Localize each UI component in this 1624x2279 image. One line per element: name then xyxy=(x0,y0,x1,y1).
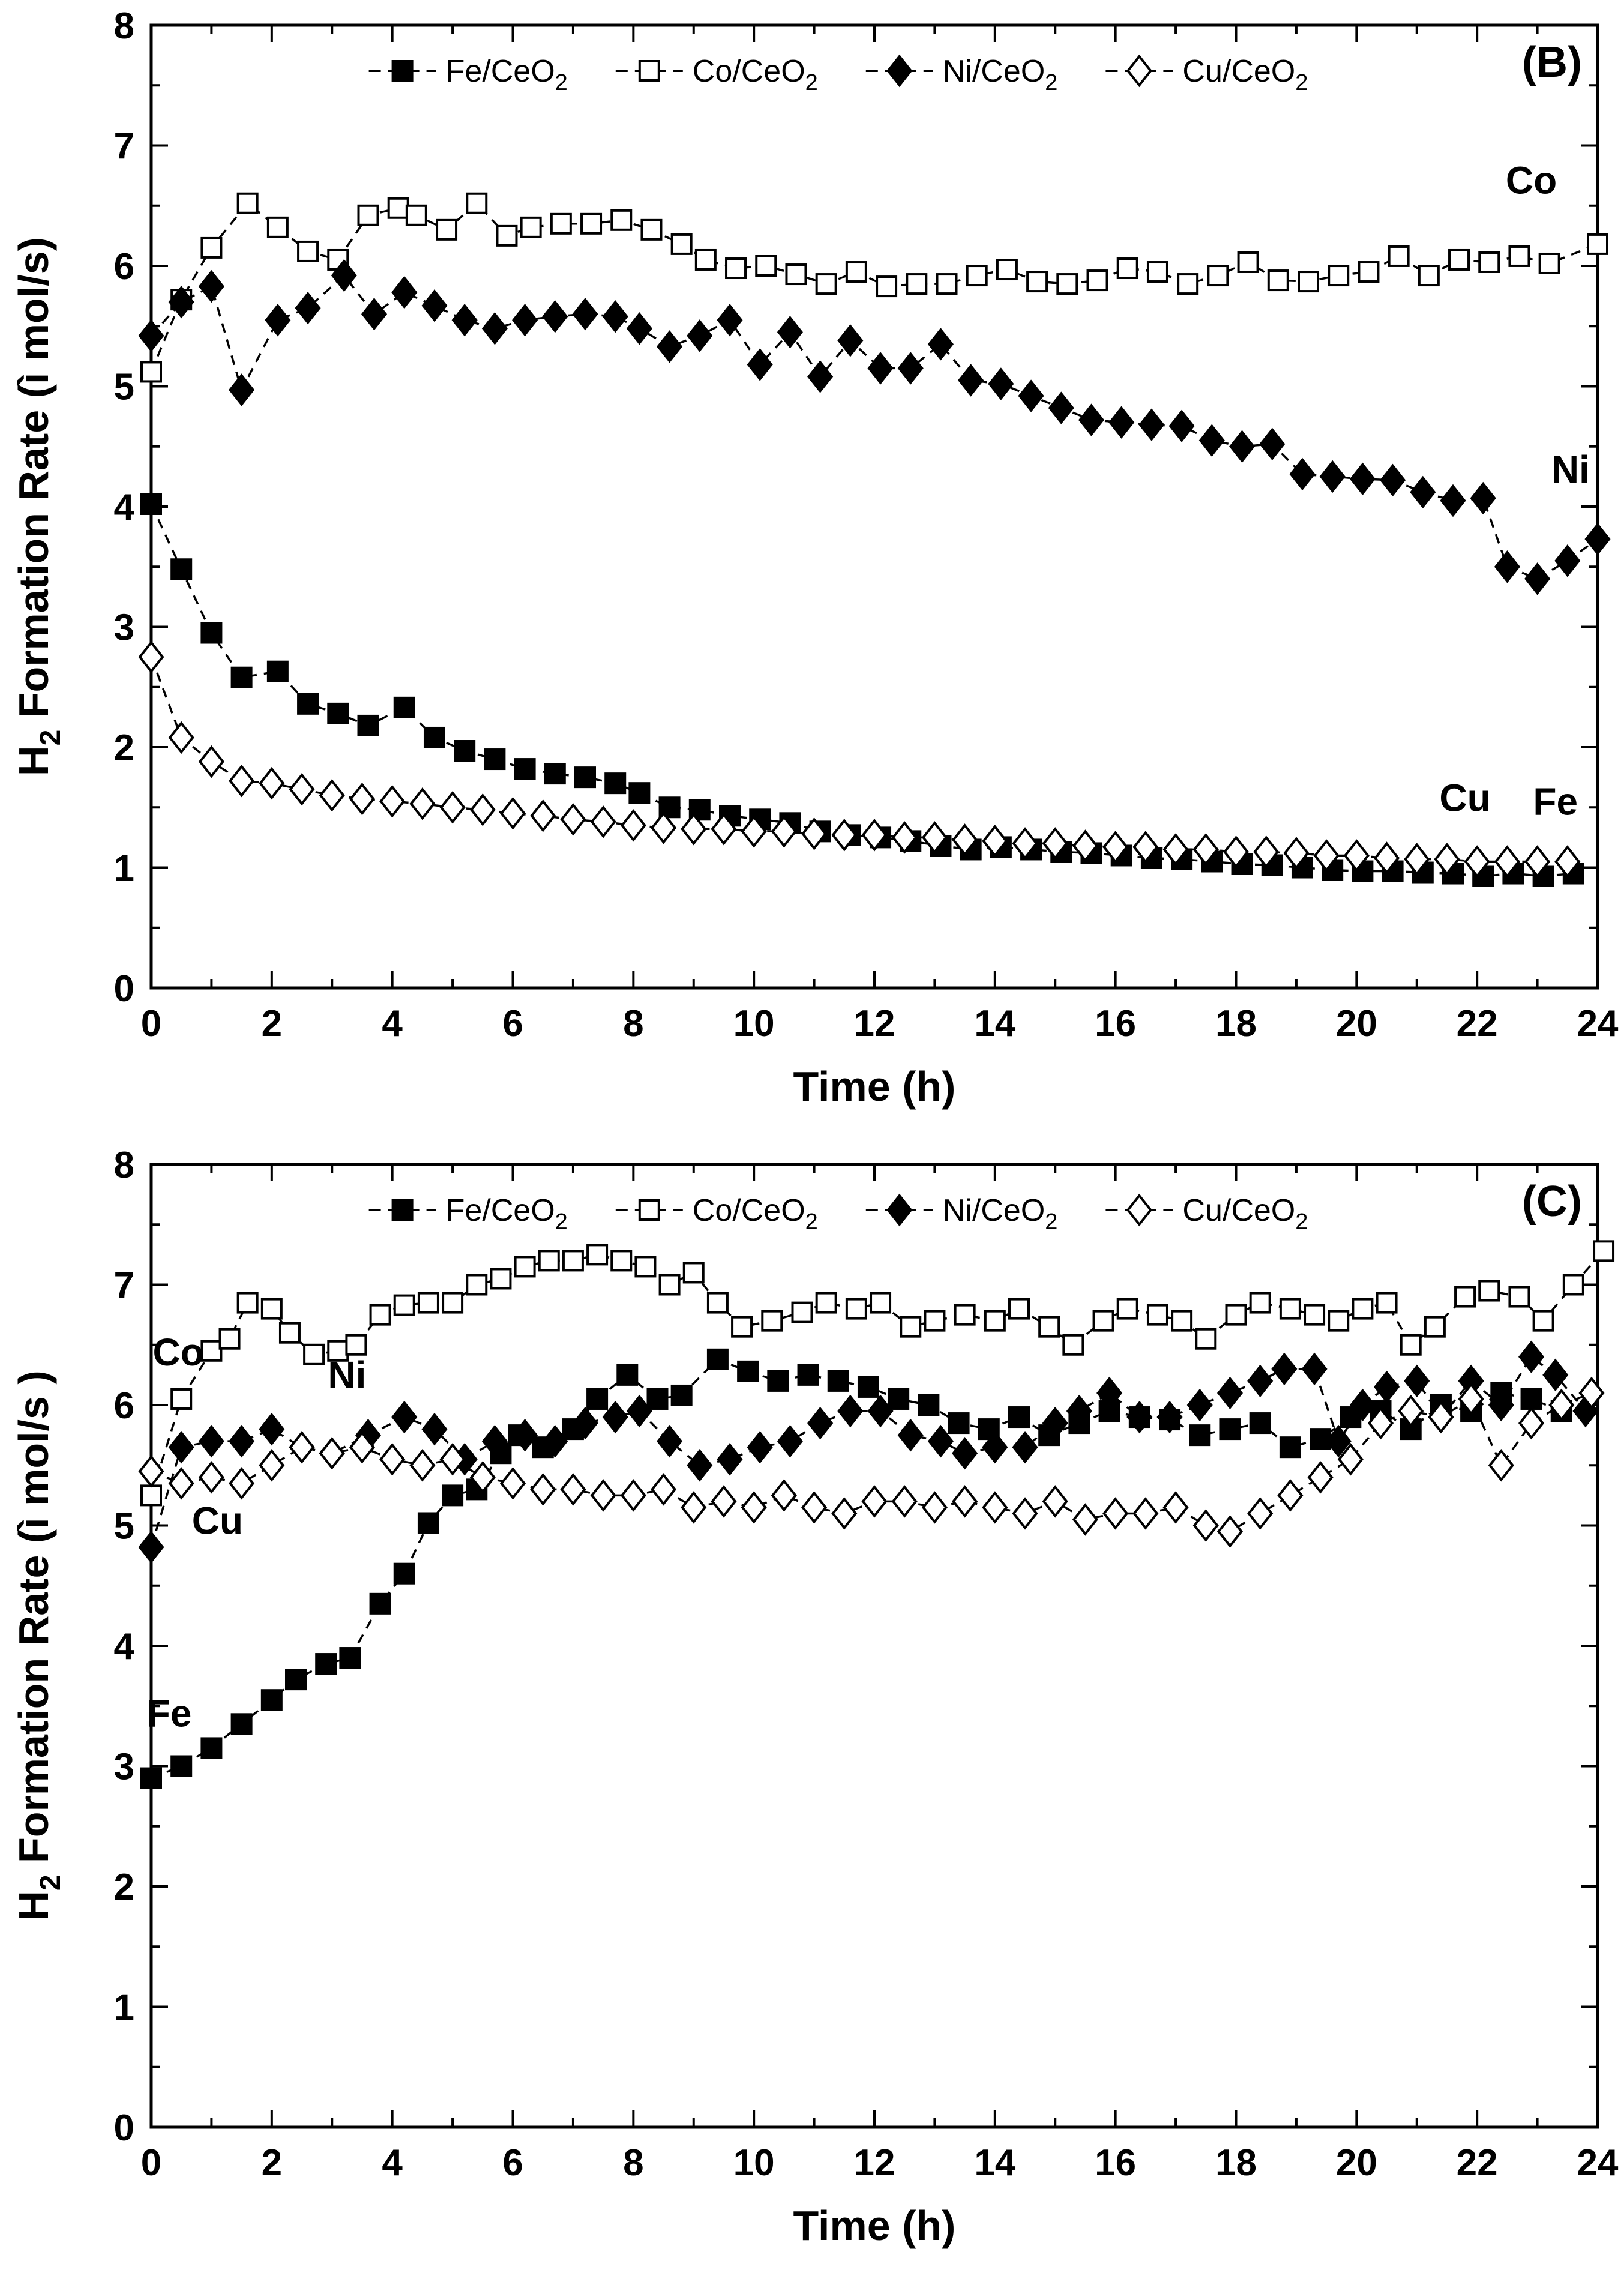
marker-square-open xyxy=(1359,262,1378,281)
legend-label: Ni/CeO$_2$ xyxy=(942,54,1058,95)
marker-square-open xyxy=(636,1257,655,1276)
annotation-fe: Fe xyxy=(146,1691,192,1735)
marker-square-filled xyxy=(588,1389,607,1409)
marker-square-open xyxy=(304,1345,323,1364)
marker-square-filled xyxy=(738,1362,757,1381)
marker-square-open xyxy=(967,266,987,285)
marker-square-open xyxy=(1588,235,1607,254)
legend-label: Co/CeO$_2$ xyxy=(692,54,818,95)
marker-square-filled xyxy=(202,1738,221,1757)
marker-square-open xyxy=(612,211,631,230)
x-tick-label: 6 xyxy=(502,1003,523,1044)
marker-square-open xyxy=(516,1257,535,1276)
marker-square-open xyxy=(660,1275,679,1295)
x-tick-label: 4 xyxy=(382,2142,403,2184)
marker-square-filled xyxy=(618,1365,637,1385)
marker-square-filled xyxy=(708,1350,727,1369)
x-tick-label: 10 xyxy=(733,1003,775,1044)
chart-b-svg xyxy=(0,0,1624,1139)
marker-square-open xyxy=(1063,1335,1083,1355)
marker-square-filled xyxy=(1220,1419,1239,1439)
annotation-co: Co xyxy=(1505,158,1557,202)
marker-square-open xyxy=(756,256,775,275)
marker-square-open xyxy=(467,1275,486,1295)
y-tick-label: 0 xyxy=(113,968,134,1010)
marker-square-open xyxy=(1509,1287,1529,1307)
legend-label: Fe/CeO$_2$ xyxy=(445,1193,568,1235)
legend-label: Cu/CeO$_2$ xyxy=(1182,54,1308,95)
marker-square-filled xyxy=(799,1365,818,1385)
marker-square-open xyxy=(955,1305,975,1325)
marker-square-open xyxy=(1594,1241,1613,1260)
marker-square-filled xyxy=(768,1371,787,1391)
x-tick-label: 10 xyxy=(733,2142,775,2184)
x-tick-label: 24 xyxy=(1577,2142,1619,2184)
y-tick-label: 4 xyxy=(113,1626,134,1667)
marker-square-open xyxy=(280,1323,299,1343)
y-tick-label: 5 xyxy=(113,366,134,408)
marker-square-filled xyxy=(395,698,414,717)
marker-square-open xyxy=(467,194,486,213)
marker-square-filled xyxy=(1311,1429,1330,1448)
x-tick-label: 2 xyxy=(261,2142,283,2184)
marker-square-filled xyxy=(576,768,595,787)
marker-square-open xyxy=(1239,253,1258,272)
marker-square-open xyxy=(1419,266,1439,285)
x-tick-label: 20 xyxy=(1335,1003,1377,1044)
marker-square-open xyxy=(1251,1293,1270,1313)
marker-square-open xyxy=(871,1293,890,1313)
x-tick-label: 0 xyxy=(140,1003,162,1044)
marker-square-filled xyxy=(1522,1389,1541,1409)
x-tick-label: 24 xyxy=(1577,1003,1619,1044)
annotation-cu: Cu xyxy=(1439,776,1491,820)
x-axis-label: Time (h) xyxy=(793,1063,956,1110)
marker-square-open xyxy=(1269,271,1288,290)
marker-square-filled xyxy=(262,1690,281,1709)
marker-square-filled xyxy=(172,559,191,579)
marker-square-open xyxy=(817,274,836,294)
marker-square-open xyxy=(437,220,456,239)
marker-square-open xyxy=(1305,1305,1324,1325)
x-tick-label: 18 xyxy=(1215,2142,1257,2184)
x-tick-label: 12 xyxy=(853,1003,895,1044)
marker-square-open xyxy=(1148,1305,1167,1325)
y-tick-label: 7 xyxy=(113,125,134,167)
marker-square-open xyxy=(640,61,659,80)
marker-square-open xyxy=(1027,272,1047,291)
marker-square-open xyxy=(901,1317,920,1337)
x-tick-label: 14 xyxy=(974,1003,1016,1044)
marker-square-filled xyxy=(268,662,287,681)
marker-square-filled xyxy=(393,61,412,80)
marker-square-filled xyxy=(395,1564,414,1583)
marker-square-open xyxy=(1564,1275,1583,1295)
marker-square-open xyxy=(1377,1293,1397,1313)
legend-label: Cu/CeO$_2$ xyxy=(1182,1193,1308,1235)
marker-square-open xyxy=(346,1335,365,1355)
marker-square-open xyxy=(268,218,287,237)
marker-square-open xyxy=(491,1269,510,1288)
annotation-co: Co xyxy=(152,1330,204,1374)
chart-panel-c xyxy=(0,1139,1624,2278)
marker-square-open xyxy=(793,1303,812,1322)
marker-square-filled xyxy=(1190,1426,1209,1445)
marker-square-open xyxy=(817,1293,836,1313)
marker-square-open xyxy=(202,238,221,257)
y-tick-label: 1 xyxy=(113,847,134,890)
marker-square-filled xyxy=(606,774,625,793)
y-tick-label: 4 xyxy=(113,487,134,528)
marker-square-filled xyxy=(298,694,317,714)
marker-square-open xyxy=(1118,1299,1137,1319)
x-tick-label: 20 xyxy=(1335,2142,1377,2184)
legend-label: Ni/CeO$_2$ xyxy=(942,1193,1058,1235)
marker-square-filled xyxy=(202,624,221,643)
marker-square-open xyxy=(443,1293,462,1313)
annotation-cu: Cu xyxy=(191,1499,244,1543)
marker-square-open xyxy=(497,226,516,245)
marker-square-open xyxy=(847,1299,866,1319)
y-tick-label: 3 xyxy=(113,1746,134,1788)
annotation-ni: Ni xyxy=(328,1353,367,1397)
marker-square-open xyxy=(172,1389,191,1409)
marker-square-open xyxy=(1178,274,1197,294)
marker-square-open xyxy=(762,1311,781,1331)
marker-square-filled xyxy=(648,1389,667,1409)
marker-square-open xyxy=(419,1293,438,1313)
x-tick-label: 16 xyxy=(1095,2142,1137,2184)
marker-square-filled xyxy=(359,716,378,735)
marker-square-open xyxy=(371,1305,390,1325)
legend-label: Fe/CeO$_2$ xyxy=(445,54,568,95)
marker-square-open xyxy=(925,1311,944,1331)
marker-square-open xyxy=(1039,1317,1059,1337)
marker-square-open xyxy=(552,214,571,233)
marker-square-filled xyxy=(949,1413,969,1433)
marker-square-open xyxy=(985,1311,1005,1331)
annotation-ni: Ni xyxy=(1551,447,1590,491)
annotation-fe: Fe xyxy=(1533,780,1578,823)
marker-square-open xyxy=(1172,1311,1191,1331)
marker-square-open xyxy=(407,206,426,225)
marker-square-open xyxy=(1208,266,1227,285)
y-tick-label: 3 xyxy=(113,607,134,649)
marker-square-open xyxy=(1425,1317,1445,1337)
marker-square-open xyxy=(1534,1311,1553,1331)
marker-square-open xyxy=(1299,272,1318,291)
marker-square-open xyxy=(1509,247,1529,266)
marker-square-filled xyxy=(516,759,535,778)
marker-square-open xyxy=(262,1299,281,1319)
marker-square-open xyxy=(786,265,805,284)
marker-square-filled xyxy=(1251,1413,1270,1433)
marker-square-open xyxy=(640,1200,659,1220)
marker-square-open xyxy=(298,242,317,261)
marker-square-open xyxy=(1455,1287,1475,1307)
panel-label: (B) xyxy=(1522,38,1582,86)
marker-square-open xyxy=(997,260,1017,279)
marker-square-open xyxy=(672,235,691,254)
y-tick-label: 8 xyxy=(113,5,134,47)
marker-square-open xyxy=(1479,1281,1499,1301)
y-tick-label: 2 xyxy=(113,727,134,769)
y-tick-label: 6 xyxy=(113,246,134,288)
marker-square-open xyxy=(359,206,378,225)
marker-square-open xyxy=(684,1263,703,1282)
chart-panel-b xyxy=(0,0,1624,1139)
marker-square-open xyxy=(389,199,408,218)
marker-square-open xyxy=(220,1329,239,1349)
marker-square-filled xyxy=(142,1769,161,1788)
x-tick-label: 14 xyxy=(974,2142,1016,2184)
marker-square-open xyxy=(1094,1311,1113,1331)
chart-background xyxy=(0,0,1624,1139)
y-tick-label: 7 xyxy=(113,1265,134,1307)
x-tick-label: 18 xyxy=(1215,1003,1257,1044)
marker-square-open xyxy=(564,1251,583,1270)
y-axis-label: $H_2$ Formation Rate (ì mol/s ) xyxy=(10,1370,67,1921)
y-tick-label: 1 xyxy=(113,1987,134,2029)
marker-square-filled xyxy=(859,1377,878,1397)
marker-square-open xyxy=(708,1293,727,1313)
marker-square-open xyxy=(612,1251,631,1270)
marker-square-filled xyxy=(232,1714,251,1733)
marker-square-open xyxy=(1329,266,1348,285)
marker-square-open xyxy=(238,194,257,213)
marker-square-filled xyxy=(829,1371,848,1391)
x-axis-label: Time (h) xyxy=(793,2202,956,2249)
marker-square-open xyxy=(1329,1311,1348,1331)
y-tick-label: 5 xyxy=(113,1505,134,1547)
marker-square-filled xyxy=(1009,1407,1029,1427)
y-tick-label: 2 xyxy=(113,1867,134,1908)
marker-square-open xyxy=(1389,247,1409,266)
y-axis-label: $H_2$ Formation Rate (ì mol/s) xyxy=(10,237,67,776)
marker-square-open xyxy=(142,362,161,381)
marker-square-open xyxy=(642,220,661,239)
marker-square-open xyxy=(877,277,896,296)
marker-square-open xyxy=(1401,1335,1421,1355)
chart-c-svg xyxy=(0,1139,1624,2278)
legend-label: Co/CeO$_2$ xyxy=(692,1193,818,1235)
marker-square-filled xyxy=(328,704,347,723)
marker-square-filled xyxy=(316,1654,335,1673)
marker-square-filled xyxy=(286,1670,305,1689)
x-tick-label: 6 xyxy=(502,2142,523,2184)
marker-square-filled xyxy=(630,783,649,802)
marker-square-filled xyxy=(419,1513,438,1532)
marker-square-filled xyxy=(919,1395,938,1415)
marker-square-open xyxy=(696,250,715,269)
marker-square-open xyxy=(726,259,745,278)
marker-square-open xyxy=(588,1245,607,1264)
marker-square-open xyxy=(582,214,601,233)
marker-square-open xyxy=(847,262,866,281)
marker-square-filled xyxy=(546,764,565,783)
marker-square-open xyxy=(1196,1329,1215,1349)
marker-square-open xyxy=(522,218,541,237)
marker-square-open xyxy=(1479,253,1499,272)
marker-square-filled xyxy=(232,668,251,687)
x-tick-label: 2 xyxy=(261,1003,283,1044)
panel-label: (C) xyxy=(1522,1178,1582,1226)
marker-square-open xyxy=(1540,254,1559,273)
marker-square-filled xyxy=(485,750,504,769)
marker-square-open xyxy=(937,274,957,294)
marker-square-open xyxy=(1227,1305,1246,1325)
marker-square-open xyxy=(1281,1299,1300,1319)
marker-square-open xyxy=(1353,1299,1372,1319)
marker-square-open xyxy=(202,1341,221,1361)
marker-square-open xyxy=(142,1486,161,1505)
x-tick-label: 0 xyxy=(140,2142,162,2184)
marker-square-filled xyxy=(443,1486,462,1505)
marker-square-open xyxy=(1148,262,1167,281)
y-tick-label: 6 xyxy=(113,1385,134,1427)
marker-square-open xyxy=(1449,250,1469,269)
marker-square-open xyxy=(1009,1299,1029,1319)
x-tick-label: 22 xyxy=(1456,2142,1498,2184)
y-tick-label: 0 xyxy=(113,2107,134,2149)
marker-square-filled xyxy=(371,1594,390,1613)
marker-square-filled xyxy=(889,1389,908,1409)
x-tick-label: 8 xyxy=(623,1003,644,1044)
marker-square-open xyxy=(1088,271,1107,290)
marker-square-open xyxy=(238,1293,257,1313)
marker-square-open xyxy=(732,1317,751,1337)
marker-square-filled xyxy=(672,1386,691,1405)
marker-square-filled xyxy=(1281,1438,1300,1457)
marker-square-open xyxy=(395,1296,414,1315)
marker-square-open xyxy=(1118,259,1137,278)
marker-square-open xyxy=(540,1251,559,1270)
marker-square-filled xyxy=(142,495,161,514)
marker-square-filled xyxy=(340,1648,359,1667)
marker-square-open xyxy=(1057,274,1077,294)
x-tick-label: 22 xyxy=(1456,1003,1498,1044)
marker-square-filled xyxy=(455,741,474,760)
y-tick-label: 8 xyxy=(113,1145,134,1186)
marker-square-filled xyxy=(425,728,444,747)
marker-square-filled xyxy=(172,1757,191,1776)
marker-square-open xyxy=(907,274,926,294)
x-tick-label: 4 xyxy=(382,1003,403,1044)
x-tick-label: 8 xyxy=(623,2142,644,2184)
x-tick-label: 16 xyxy=(1095,1003,1137,1044)
x-tick-label: 12 xyxy=(853,2142,895,2184)
marker-square-filled xyxy=(393,1200,412,1220)
